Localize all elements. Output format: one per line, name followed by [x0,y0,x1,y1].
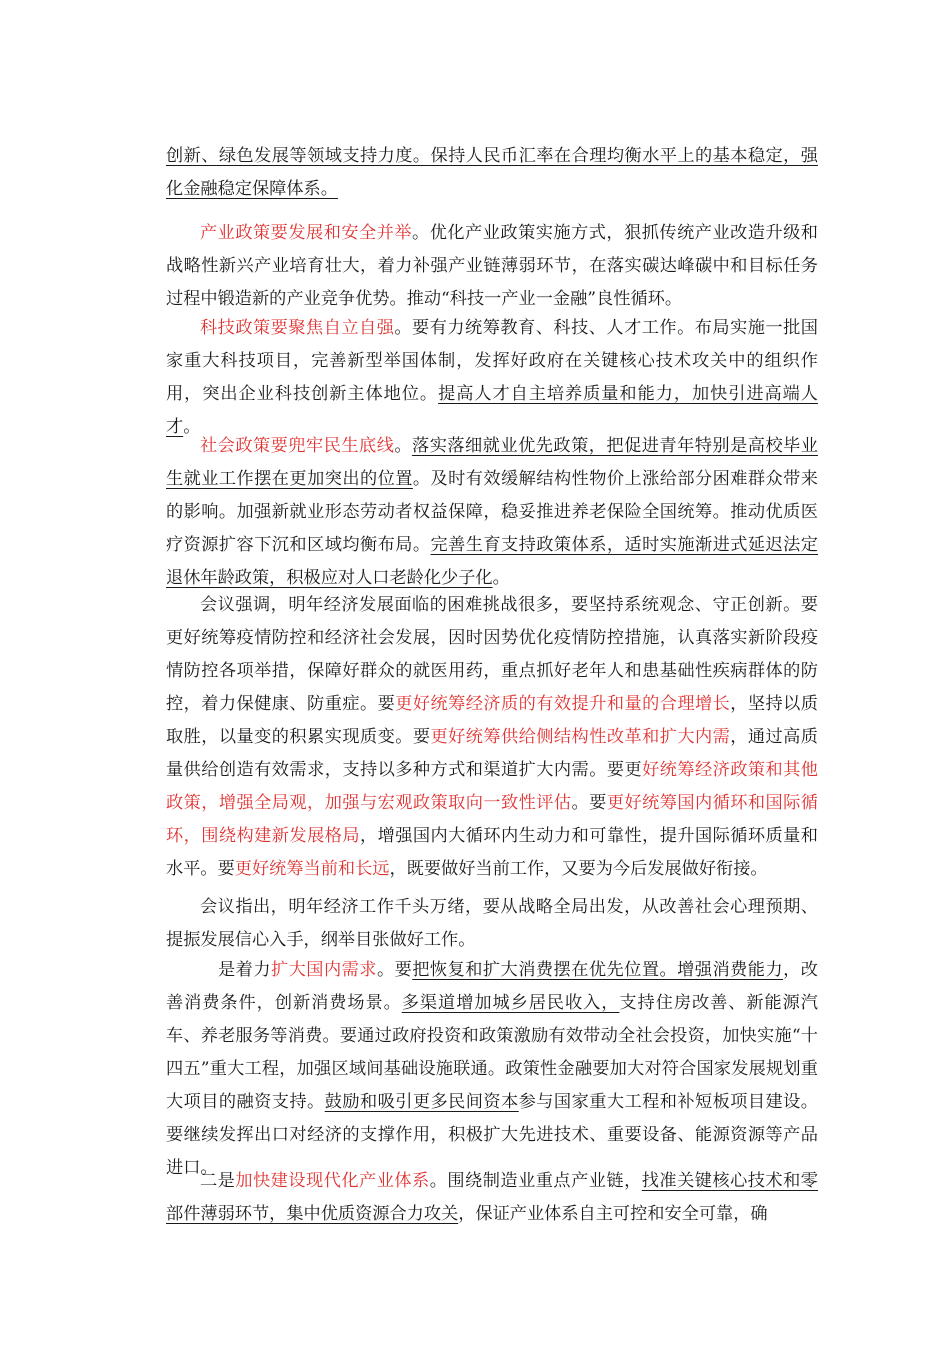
highlight-heading: 产业政策要发展和安全并举 [200,223,413,243]
paragraph-industrial-system [166,1165,818,1231]
underlined-text: 完善生育支持政策体系，适时实施渐进式延迟法定退休年龄政策，积极应对人口老龄化少子化 [166,535,818,588]
body-text: 。围绕制造业重点产业链， [429,1171,642,1191]
body-text: 。 [394,436,413,456]
highlight-heading: 扩大国内需求 [270,960,377,980]
underlined-text: 提高人才自主培养质量和能力，加快引进高端人才 [166,384,818,437]
body-text: 。要有力统筹教育、科技、人才工作。布局实施一批国家重大科技项目，完善新型举国体制，发挥好政府在关键核心技术攻关中的组织作用，突出企业科技创新主体地位。 [166,318,818,404]
paragraph-finance [166,140,818,206]
body-text: 。要 [571,793,607,813]
body-text: ，坚持以质取胜，以量变的积累实现质变。要 [166,694,818,747]
body-text: 会议指出，明年经济工作千头万绪，要从战略全局出发，从改善社会心理预期、提振发展信心入手，纲举目张做好工作。 [166,897,818,950]
highlight-text: 更好统筹国内循环和国际循环，围绕构建新发展格局 [166,793,818,846]
body-text: 。 [183,417,201,437]
underlined-text: 鼓励和吸引更多民间资本 [324,1092,519,1112]
body-text: 会议强调，明年经济发展面临的困难挑战很多，要坚持系统观念、守正创新。要更好统筹疫情防控和经济社会发展，因时因势优化疫情防控措施，认真落实新阶段疫情防控各项举措，保障好群众的就医用药，重点抓好老年人和患基础性疾病群体的防控，着力保健康、防重症。要 [166,595,818,714]
highlight-text: 更好统筹经济质的有效提升和量的合理增长 [395,694,731,714]
underlined-text: 找准关键核心技术和零部件薄弱环节，集中优质资源合力攻关 [166,1171,818,1224]
highlight-heading: 科技政策要聚焦自立自强 [200,318,395,338]
paragraph-domestic-demand [166,954,818,1185]
body-text: 。 [492,568,510,588]
body-text: 参与国家重大工程和补短板项目建设。要继续发挥出口对经济的支撑作用，积极扩大先进技术、重要设备、能源资源等产品进口。 [166,1092,818,1178]
body-text: 。优化产业政策实施方式，狠抓传统产业改造升级和战略性新兴产业培育壮大，着力补强产业链薄弱环节，在落实碳达峰碳中和目标任务过程中锻造新的产业竞争优势。推动“科技一产业一金融”良性循环。 [166,223,818,309]
body-text: ，改善消费条件，创新消费场景。 [166,960,818,1013]
paragraph-industry-policy [166,217,818,316]
paragraph-meeting-emphasis [166,589,818,886]
body-text: 二是 [200,1171,236,1191]
body-text: ，通过高质量供给创造有效需求，支持以多种方式和渠道扩大内需。要更 [166,727,818,780]
underlined-text: 把恢复和扩大消费摆在优先位置。增强消费能力 [412,960,784,980]
underlined-text: 落实落细就业优先政策，把促进青年特别是高校毕业生就业工作摆在更加突出的位置 [166,436,818,489]
highlight-heading: 社会政策要兜牢民生底线 [200,436,395,456]
paragraph-social-policy [166,430,818,595]
body-text: ，既要做好当前工作，又要为今后发展做好衔接。 [389,859,768,879]
highlight-heading: 加快建设现代化产业体系 [235,1171,430,1191]
underlined-text: 创新、绿色发展等领域支持力度。保持人民币汇率在合理均衡水平上的基本稳定，强化金融稳定保障体系。 [166,146,818,199]
body-text: 支持住房改善、新能源汽车、养老服务等消费。要通过政府投资和政策激励有效带动全社会投资，加快实施“十四五”重大工程，加强区域间基础设施联通。政策性金融要加大对符合国家发展规划重大项目的融资支持。 [166,993,818,1112]
body-text: 。及时有效缓解结构性物价上涨给部分困难群众带来的影响。加强新就业形态劳动者权益保障，稳妥推进养老保险全国统筹。推动优质医疗资源扩容下沉和区域均衡布局。 [166,469,818,555]
highlight-text: 更好统筹当前和长远 [234,859,390,879]
body-text: ，增强国内大循环内生动力和可靠性，提升国际循环质量和水平。要 [166,826,818,879]
underlined-text: 多渠道增加城乡居民收入， [401,993,620,1013]
body-text: 。要 [376,960,413,980]
highlight-text: 好统筹经济政策和其他政策，增强全局观，加强与宏观政策取向一致性评估 [166,760,818,813]
body-text: 是着力 [218,960,271,980]
paragraph-meeting-points [166,891,818,957]
body-text: ，保证产业体系自主可控和安全可靠，确 [458,1204,768,1224]
paragraph-tech-policy [166,312,818,444]
highlight-text: 更好统筹供给侧结构性改革和扩大内需 [430,727,731,747]
